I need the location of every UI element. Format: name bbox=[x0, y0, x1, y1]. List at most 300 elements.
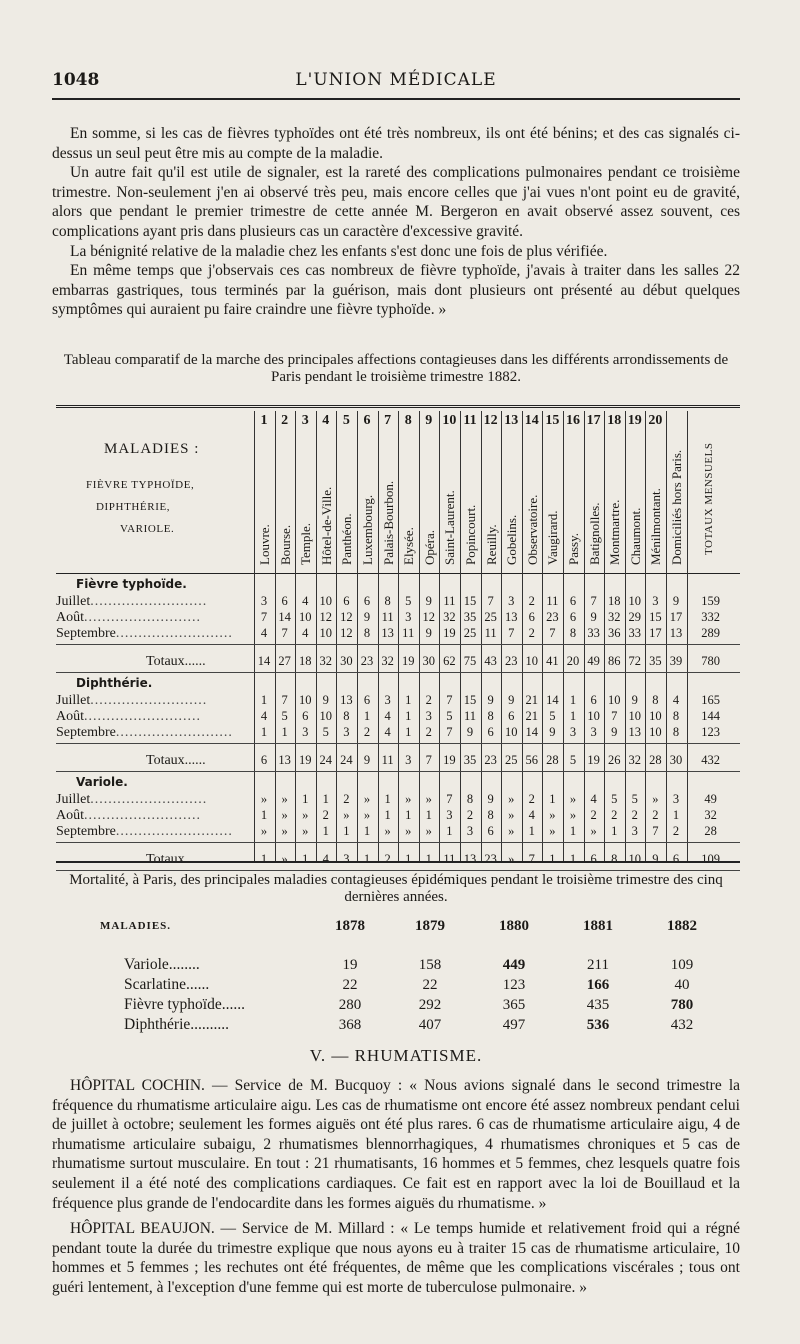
district-name: Reuilly. bbox=[483, 524, 499, 565]
table-cell: » bbox=[343, 808, 350, 822]
table-cell: 9 bbox=[487, 693, 494, 707]
table-cell: 3 bbox=[508, 594, 515, 608]
table-cell: 14 bbox=[278, 610, 291, 624]
mortality-value: 280 bbox=[338, 997, 362, 1013]
table-cell: 6 bbox=[569, 594, 577, 608]
table-cell: 12 bbox=[340, 610, 353, 624]
table-cell: 10 bbox=[298, 610, 312, 624]
table-cell: 17 bbox=[649, 626, 662, 640]
table-cell: 1 bbox=[260, 693, 268, 707]
table-cell: 1 bbox=[281, 725, 288, 739]
disease-section-heading: Diphthérie. bbox=[76, 676, 153, 690]
table-cell: » bbox=[425, 792, 432, 806]
table-cell: 6 bbox=[569, 610, 577, 624]
table-cell: 7 bbox=[281, 626, 288, 640]
monthly-total-cell: 289 bbox=[701, 626, 720, 640]
header-rule bbox=[52, 98, 740, 100]
table-cell: 12 bbox=[319, 610, 333, 624]
table-cell: 4 bbox=[528, 808, 535, 822]
table-cell: 9 bbox=[549, 725, 556, 739]
table-cell: 1 bbox=[405, 709, 412, 723]
table-cell: » bbox=[549, 824, 556, 838]
table-cell: 6 bbox=[528, 610, 535, 624]
totals-cell: 10 bbox=[525, 654, 539, 668]
table-cell: 3 bbox=[302, 725, 309, 739]
table-cell: 8 bbox=[652, 693, 659, 707]
paragraph: La bénignité relative de la maladie chez les enfants s'est donc une fois de plus vérifiée. bbox=[70, 242, 608, 260]
table-cell: 3 bbox=[652, 594, 659, 608]
table-cell: 9 bbox=[322, 693, 329, 707]
table-cell: 2 bbox=[611, 808, 618, 822]
mortality-row bbox=[100, 956, 740, 976]
totals-cell: 6 bbox=[672, 852, 680, 866]
section-rule bbox=[56, 644, 740, 645]
table-cell: 3 bbox=[384, 693, 391, 707]
table-cell: 10 bbox=[319, 594, 333, 608]
year-header: 1879 bbox=[415, 918, 445, 934]
table-cell: » bbox=[363, 808, 371, 822]
table-cell: 8 bbox=[487, 808, 494, 822]
table-cell: 1 bbox=[384, 792, 391, 806]
table-cell: 36 bbox=[607, 626, 621, 640]
year-header: 1878 bbox=[335, 918, 365, 934]
legend-diphtheria: DIPHTHÉRIE, bbox=[96, 501, 171, 513]
table-cell: 7 bbox=[281, 693, 288, 707]
totals-cell: 30 bbox=[669, 753, 683, 767]
table-cell: 1 bbox=[405, 725, 412, 739]
month-row-label: Juillet.......................... bbox=[56, 792, 208, 807]
table-cell: 3 bbox=[569, 725, 577, 739]
monthly-total-cell: 32 bbox=[704, 808, 717, 822]
totals-cell: » bbox=[508, 852, 515, 866]
page-number: 1048 bbox=[52, 70, 100, 90]
table-cell: 10 bbox=[319, 709, 333, 723]
table-cell: 15 bbox=[649, 610, 662, 624]
totals-cell: 35 bbox=[649, 654, 662, 668]
table-cell: 1 bbox=[384, 808, 391, 822]
totals-cell: 49 bbox=[587, 654, 600, 668]
totals-cell: 3 bbox=[405, 753, 412, 767]
table-cell: 9 bbox=[487, 792, 494, 806]
monthly-totals-header: TOTAUX MENSUELS bbox=[702, 442, 715, 555]
mortality-label-heading: MALADIES. bbox=[100, 920, 172, 932]
table-cell: » bbox=[549, 808, 556, 822]
totals-cell: 32 bbox=[381, 654, 394, 668]
mortality-row bbox=[100, 976, 740, 996]
paragraph: HÔPITAL COCHIN. — Service de M. Bucquoy : « Nous avions signalé dans le second trimestre la fréquence du rhumatisme articulaire aigu. Les cas de rhumatisme ont encore été assez nombreux pendant celui de juillet à octobre; seulement les formes aiguës ont été plus rares. 6 cas de rhumatisme articulaire aigu, 4 de rhumatisme articulaire subaigu, 2 rhumatismes blennorrhagiques, 4 rhumatismes chroniques et 5 cas de rhumatisme surtout musculaire. En tout : 21 rhumatisants, 16 hommes et 5 femmes, chez lesquels quatre fois seulement il a été noté des complications cardiaques. Ce fait est en rapport avec la loi de Bouillaud et la fréquence plus grande de l'endocardite dans les formes aiguës du rhumatisme. » bbox=[52, 1077, 740, 1212]
table-cell: 10 bbox=[649, 709, 662, 723]
district-name: Louvre. bbox=[257, 524, 272, 565]
totals-cell: 11 bbox=[381, 753, 394, 767]
table-cell: 1 bbox=[302, 792, 309, 806]
paragraph: HÔPITAL BEAUJON. — Service de M. Millard : « Le temps humide et relativement froid qui a régné pendant toute la durée du trimestre explique que nous ayons eu à traiter 15 cas de rhumatisme articulaire, 10 hommes et 5 femmes ; les rechutes ont été fréquentes, de même que les complications viscérales ; tous ont guéri lentement, à l'exception d'une femme qui est morte de tuberculose pulmonaire. » bbox=[52, 1220, 740, 1296]
totals-cell: 19 bbox=[443, 753, 456, 767]
table-cell: 5 bbox=[281, 709, 288, 723]
table-cell: 6 bbox=[487, 824, 494, 838]
year-header: 1882 bbox=[667, 918, 697, 934]
table-cell: 25 bbox=[484, 610, 497, 624]
mortality-row bbox=[100, 996, 740, 1016]
table-cell: 2 bbox=[322, 808, 329, 822]
mortality-value: 368 bbox=[338, 1017, 362, 1033]
table-cell: 3 bbox=[260, 594, 268, 608]
table-cell: 8 bbox=[363, 626, 371, 640]
month-row-label: Septembre.......................... bbox=[56, 725, 233, 740]
table-cell: 4 bbox=[260, 626, 268, 640]
mortality-value: 22 bbox=[422, 977, 438, 993]
table-cell: » bbox=[281, 824, 288, 838]
table-cell: » bbox=[569, 792, 577, 806]
monthly-total-cell: 49 bbox=[704, 792, 717, 806]
totals-cell: 1 bbox=[425, 852, 432, 866]
table-cell: 4 bbox=[672, 693, 680, 707]
section-rule bbox=[56, 743, 740, 744]
mortality-header-row bbox=[100, 916, 740, 938]
table-cell: 2 bbox=[363, 725, 371, 739]
table-cell: 1 bbox=[549, 792, 556, 806]
totals-cell: 1 bbox=[302, 852, 309, 866]
table-cell: 18 bbox=[607, 594, 621, 608]
table-cell: 6 bbox=[487, 725, 494, 739]
table-cell: 4 bbox=[260, 709, 268, 723]
table-cell: 29 bbox=[628, 610, 642, 624]
mortality-row-label: Fièvre typhoïde...... bbox=[124, 996, 245, 1013]
table-cell: 9 bbox=[508, 693, 515, 707]
legend-smallpox: VARIOLE. bbox=[120, 523, 175, 535]
table-cell: 1 bbox=[446, 824, 453, 838]
totals-label: Totaux...... bbox=[146, 654, 206, 669]
monthly-total-cell: 123 bbox=[701, 725, 720, 739]
table-cell: 2 bbox=[343, 792, 350, 806]
totals-cell: 14 bbox=[257, 654, 271, 668]
table-cell: 7 bbox=[611, 709, 618, 723]
district-name: Bourse. bbox=[277, 524, 293, 565]
mortality-value: 158 bbox=[418, 957, 442, 973]
district-name: Batignolles. bbox=[586, 502, 602, 565]
table-cell: 1 bbox=[405, 693, 412, 707]
table-cell: 8 bbox=[569, 626, 577, 640]
totals-cell: 1 bbox=[549, 852, 556, 866]
district-number: 12 bbox=[483, 413, 498, 428]
table-cell: 10 bbox=[628, 709, 642, 723]
table-cell: 14 bbox=[525, 725, 539, 739]
district-name: Montmartre. bbox=[607, 499, 623, 565]
mortality-caption: Mortalité, à Paris, des principales maladies contagieuses épidémiques pendant le troisième trimestre des cinq dernières années. bbox=[69, 872, 723, 905]
table-cell: 21 bbox=[525, 693, 539, 707]
table-cell: 2 bbox=[672, 824, 680, 838]
table-cell: » bbox=[508, 808, 515, 822]
table-cell: 7 bbox=[487, 594, 494, 608]
table-cell: » bbox=[405, 792, 412, 806]
district-name: Luxembourg. bbox=[360, 494, 375, 565]
month-row-label: Juillet.......................... bbox=[56, 693, 208, 708]
table-cell: 3 bbox=[466, 824, 474, 838]
totals-cell: 1 bbox=[363, 852, 371, 866]
totals-cell: 3 bbox=[343, 852, 350, 866]
table-cell: 13 bbox=[340, 693, 353, 707]
table-cell: 1 bbox=[343, 824, 350, 838]
table-cell: » bbox=[405, 824, 412, 838]
mortality-value: 365 bbox=[502, 997, 526, 1013]
table-cell: 10 bbox=[504, 725, 518, 739]
district-name: Observatoire. bbox=[524, 494, 540, 565]
district-name: Ménilmontant. bbox=[648, 488, 664, 565]
table-cell: 1 bbox=[528, 824, 535, 838]
table-cell: 2 bbox=[425, 693, 432, 707]
table-cell: 3 bbox=[405, 610, 412, 624]
totals-cell: 10 bbox=[628, 852, 642, 866]
table-cell: 1 bbox=[405, 808, 412, 822]
totals-cell: 6 bbox=[260, 753, 268, 767]
table-cell: 2 bbox=[528, 594, 535, 608]
table-cell: 13 bbox=[381, 626, 394, 640]
totals-cell: 6 bbox=[590, 852, 597, 866]
totals-cell: 30 bbox=[340, 654, 353, 668]
totals-cell: 13 bbox=[463, 852, 477, 866]
table-cell: 9 bbox=[466, 725, 474, 739]
totals-cell: 24 bbox=[319, 753, 333, 767]
year-header: 1880 bbox=[499, 918, 529, 934]
mortality-value: 292 bbox=[418, 997, 442, 1013]
table-cell: 5 bbox=[549, 709, 556, 723]
table-cell: 7 bbox=[549, 626, 556, 640]
table-cell: 4 bbox=[302, 626, 309, 640]
table-cell: 10 bbox=[298, 693, 312, 707]
table-cell: 3 bbox=[425, 709, 432, 723]
disease-section-heading: Fièvre typhoïde. bbox=[76, 577, 187, 591]
table-cell: 8 bbox=[343, 709, 350, 723]
district-number: 2 bbox=[281, 413, 289, 428]
mortality-row-label: Variole........ bbox=[124, 956, 200, 973]
table-cell: 9 bbox=[363, 610, 371, 624]
totals-cell: 8 bbox=[611, 852, 618, 866]
table-cell: 1 bbox=[569, 693, 577, 707]
table-cell: 17 bbox=[669, 610, 683, 624]
table-cell: 14 bbox=[546, 693, 559, 707]
table-cell: » bbox=[281, 792, 288, 806]
mortality-row-label: Scarlatine...... bbox=[124, 976, 210, 993]
table-cell: 10 bbox=[649, 725, 662, 739]
district-number: 8 bbox=[404, 413, 412, 428]
table-cell: 7 bbox=[446, 693, 453, 707]
month-row-label: Août.......................... bbox=[56, 709, 201, 724]
table-cell: 1 bbox=[425, 808, 432, 822]
totals-cell: 28 bbox=[546, 753, 559, 767]
table-cell: 6 bbox=[302, 709, 309, 723]
mortality-value: 497 bbox=[502, 1017, 526, 1033]
mortality-value: 435 bbox=[586, 997, 610, 1013]
table-cell: 9 bbox=[425, 626, 432, 640]
totals-cell: 23 bbox=[484, 852, 497, 866]
district-name: Hôtel-de-Ville. bbox=[318, 486, 334, 565]
section-rule bbox=[56, 672, 740, 673]
table-cell: 1 bbox=[611, 824, 618, 838]
paragraph: En somme, si les cas de fièvres typhoïdes ont été très nombreux, ils ont été bénins; et des cas signalés ci-dessus un seul peut être mis au compte de la maladie. bbox=[52, 125, 740, 162]
table-cell: » bbox=[281, 808, 288, 822]
monthly-total-cell: 165 bbox=[701, 693, 720, 707]
table-cell: 1 bbox=[363, 824, 371, 838]
district-name: Chaumont. bbox=[627, 507, 643, 565]
table-cell: » bbox=[260, 824, 268, 838]
table-cell: 32 bbox=[443, 610, 456, 624]
totals-label: Totaux...... bbox=[146, 852, 206, 867]
mortality-row-label: Diphthérie.......... bbox=[124, 1016, 230, 1033]
totals-cell: 9 bbox=[652, 852, 659, 866]
totals-cell: 9 bbox=[363, 753, 371, 767]
totals-cell: 11 bbox=[443, 852, 456, 866]
totals-cell: 1 bbox=[405, 852, 412, 866]
table-cell: 4 bbox=[302, 594, 309, 608]
table-cell: » bbox=[260, 792, 268, 806]
table-cell: 15 bbox=[463, 693, 477, 707]
monthly-total-cell: 144 bbox=[701, 709, 720, 723]
totals-cell: 24 bbox=[340, 753, 353, 767]
table-cell: » bbox=[302, 808, 309, 822]
table-cell: 11 bbox=[402, 626, 415, 640]
table-cell: 23 bbox=[546, 610, 559, 624]
table-cell: 8 bbox=[384, 594, 391, 608]
grand-total-cell: 780 bbox=[701, 654, 720, 668]
table-cell: 12 bbox=[422, 610, 436, 624]
table-cell: 7 bbox=[446, 792, 453, 806]
table-cell: 9 bbox=[425, 594, 432, 608]
mortality-value: 407 bbox=[418, 1017, 442, 1033]
table-cell: 11 bbox=[484, 626, 497, 640]
section-title: V. — RHUMATISME. bbox=[309, 1046, 483, 1065]
totals-cell: 23 bbox=[504, 654, 518, 668]
table-cell: 10 bbox=[607, 693, 621, 707]
totals-cell: 56 bbox=[525, 753, 539, 767]
grand-total-cell: 432 bbox=[701, 753, 720, 767]
table-cell: 11 bbox=[463, 709, 477, 723]
totals-cell: 27 bbox=[278, 654, 291, 668]
table-cell: 6 bbox=[590, 693, 597, 707]
totals-cell: 39 bbox=[669, 654, 683, 668]
district-name: Palais-Bourbon. bbox=[380, 480, 396, 565]
month-row-label: Août.......................... bbox=[56, 610, 201, 625]
table-cell: 7 bbox=[590, 594, 597, 608]
section-rule bbox=[56, 870, 740, 871]
totals-cell: 43 bbox=[484, 654, 497, 668]
totals-cell: 7 bbox=[528, 852, 535, 866]
totals-cell: 23 bbox=[484, 753, 497, 767]
table-cell: 5 bbox=[405, 594, 412, 608]
totals-cell: 19 bbox=[401, 654, 415, 668]
totals-cell: 18 bbox=[298, 654, 312, 668]
table-cell: 8 bbox=[672, 709, 680, 723]
table-cell: 6 bbox=[363, 594, 371, 608]
table-cell: 3 bbox=[343, 725, 350, 739]
district-name: Panthéon. bbox=[339, 513, 355, 565]
district-name: Gobelins. bbox=[504, 514, 520, 565]
table-cell: 4 bbox=[590, 792, 597, 806]
table-cell: 35 bbox=[463, 610, 477, 624]
year-header: 1881 bbox=[583, 918, 613, 934]
totals-cell: 35 bbox=[463, 753, 477, 767]
table-cell: 5 bbox=[322, 725, 329, 739]
table-cell: 8 bbox=[466, 792, 474, 806]
table-cell: 19 bbox=[443, 626, 456, 640]
table-top-rule bbox=[56, 405, 740, 408]
table-cell: » bbox=[590, 824, 597, 838]
table-caption: Tableau comparatif de la marche des principales affections contagieuses dans les différents arrondissements de Paris pendant le troisième trimestre 1882. bbox=[63, 352, 729, 385]
mortality-value: 432 bbox=[670, 1017, 694, 1033]
district-number: 6 bbox=[363, 413, 371, 428]
rheumatism-text bbox=[52, 1076, 740, 1298]
table-cell: 4 bbox=[384, 725, 391, 739]
month-row-label: Septembre.......................... bbox=[56, 824, 233, 839]
table-cell: 15 bbox=[463, 594, 477, 608]
table-cell: 13 bbox=[504, 610, 518, 624]
table-cell: 33 bbox=[587, 626, 600, 640]
table-cell: » bbox=[508, 792, 515, 806]
table-cell: 10 bbox=[628, 594, 642, 608]
totals-cell: 41 bbox=[546, 654, 559, 668]
district-name: Elysée. bbox=[401, 527, 417, 565]
mortality-value: 22 bbox=[342, 977, 358, 993]
totals-cell: 2 bbox=[384, 852, 391, 866]
section-rule bbox=[56, 842, 740, 843]
table-cell: 7 bbox=[260, 610, 268, 624]
totals-cell: 26 bbox=[607, 753, 621, 767]
table-cell: 11 bbox=[546, 594, 559, 608]
district-number: 7 bbox=[384, 413, 392, 428]
table-cell: 3 bbox=[590, 725, 597, 739]
table-cell: » bbox=[425, 824, 432, 838]
table-cell: 4 bbox=[384, 709, 391, 723]
table-cell: 8 bbox=[487, 709, 494, 723]
table-cell: 1 bbox=[672, 808, 680, 822]
table-cell: 25 bbox=[463, 626, 477, 640]
table-cell: » bbox=[652, 792, 659, 806]
district-name: Domiciliés hors Paris. bbox=[669, 449, 684, 565]
district-number: 3 bbox=[301, 413, 309, 428]
month-row-label: Septembre.......................... bbox=[56, 626, 233, 641]
district-number: 10 bbox=[442, 413, 457, 428]
table-cell: » bbox=[302, 824, 309, 838]
monthly-total-cell: 332 bbox=[701, 610, 720, 624]
totals-cell: 5 bbox=[569, 753, 577, 767]
totals-cell: 19 bbox=[298, 753, 312, 767]
journal-title: L'UNION MÉDICALE bbox=[295, 70, 497, 90]
district-number: 13 bbox=[504, 413, 519, 428]
table-cell: 3 bbox=[631, 824, 638, 838]
table-cell: 5 bbox=[611, 792, 618, 806]
table-cell: 7 bbox=[508, 626, 515, 640]
district-name: Popincourt. bbox=[463, 504, 478, 565]
table-cell: 1 bbox=[363, 709, 371, 723]
table-cell: 6 bbox=[281, 594, 288, 608]
mortality-value: 449 bbox=[502, 957, 526, 973]
table-cell: 12 bbox=[340, 626, 353, 640]
district-number: 11 bbox=[463, 413, 477, 428]
district-number: 20 bbox=[648, 413, 663, 428]
intro-text bbox=[52, 124, 740, 320]
table-cell: 9 bbox=[611, 725, 618, 739]
table-cell: 5 bbox=[631, 792, 638, 806]
totals-label: Totaux...... bbox=[146, 753, 206, 768]
totals-cell: 32 bbox=[319, 654, 333, 668]
table-cell: 10 bbox=[587, 709, 600, 723]
table-cell: 11 bbox=[381, 610, 394, 624]
table-cell: 2 bbox=[528, 626, 535, 640]
table-cell: 9 bbox=[590, 610, 597, 624]
district-number: 16 bbox=[566, 413, 580, 428]
table-cell: 3 bbox=[446, 808, 453, 822]
table-cell: 10 bbox=[319, 626, 333, 640]
mortality-value: 109 bbox=[670, 957, 694, 973]
column-divider bbox=[687, 411, 688, 863]
